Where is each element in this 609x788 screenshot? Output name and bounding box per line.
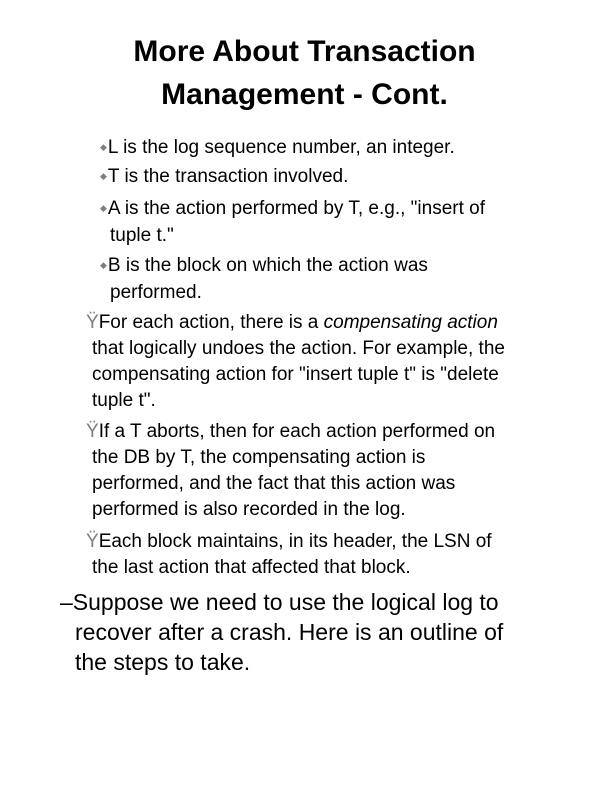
sub-bullet-text: T is the transaction involved. (107, 166, 349, 187)
sub-bullet-text: L is the log sequence number, an integer. (107, 137, 455, 158)
bullet-item (86, 419, 495, 523)
bullet-text: Each block maintains, in its header, the LSN of (98, 531, 492, 552)
main-item (60, 587, 503, 677)
sub-bullet-item (100, 195, 485, 249)
emphasis-text: compensating action (323, 312, 498, 333)
title-line: More About Transaction (133, 35, 476, 68)
bullet-item (86, 529, 492, 581)
sub-bullet-text: performed. (110, 282, 202, 303)
bullet-text: If a T aborts, then for each action performed on (98, 421, 496, 442)
sub-bullet-item (100, 162, 348, 191)
sub-bullet-item (100, 133, 455, 162)
sub-bullet-item (100, 252, 428, 306)
diamond-bullet-icon: ◆ (100, 203, 107, 213)
main-item-text: the steps to take. (75, 649, 251, 675)
bullet-text: performed, and the fact that this action was (92, 473, 456, 494)
dash-bullet-icon: – (60, 589, 73, 615)
bullet-text: that logically undoes the action. For example, the (92, 338, 505, 359)
sub-bullet-text: B is the block on which the action was (107, 255, 428, 276)
sub-bullet-text: A is the action performed by T, e.g., "insert of (107, 198, 486, 219)
bullet-text: the DB by T, the compensating action is (92, 447, 426, 468)
bullet-text: For each action, there is a (98, 312, 324, 333)
sub-bullet-text: tuple t." (110, 225, 174, 246)
bullet-text: tuple t". (92, 390, 156, 411)
bullet-text: compensating action for "insert tuple t" is "delete (92, 364, 499, 385)
diamond-bullet-icon: ◆ (100, 260, 107, 270)
diamond-bullet-icon: ◆ (100, 171, 107, 181)
slide-title (0, 30, 609, 116)
bullet-icon: Ÿ (86, 421, 99, 442)
bullet-item (86, 310, 505, 414)
title-line: Management - Cont. (161, 78, 448, 111)
main-item-text: Suppose we need to use the logical log to (72, 589, 499, 615)
bullet-text: the last action that affected that block. (92, 557, 411, 578)
diamond-bullet-icon: ◆ (100, 142, 107, 152)
main-item-text: recover after a crash. Here is an outline of (75, 619, 504, 645)
bullet-icon: Ÿ (86, 531, 99, 552)
bullet-text: performed is also recorded in the log. (92, 499, 406, 520)
bullet-icon: Ÿ (86, 312, 99, 333)
